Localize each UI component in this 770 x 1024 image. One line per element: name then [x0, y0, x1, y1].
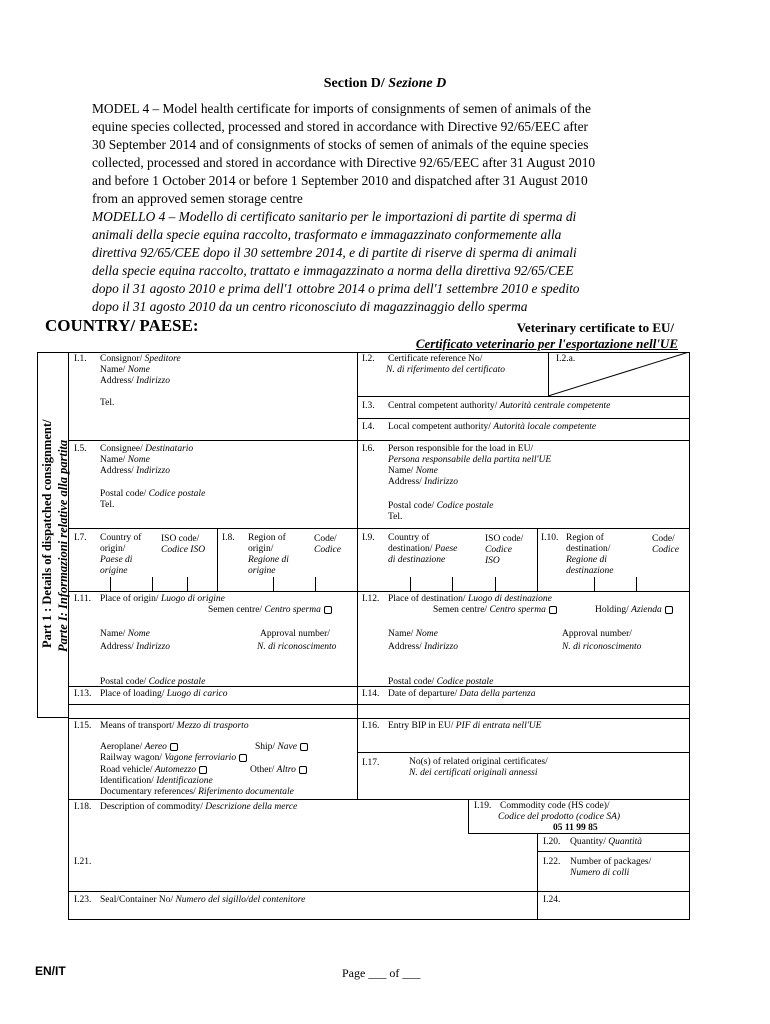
text-line: dopo il 31 agosto 2010 da un centro riconosciuto di magazzinaggio dello sperma	[92, 299, 528, 314]
text-line: dopo il 31 agosto 2010 e prima dell'1 ottobre 2014 o prima dell'1 settembre 2010 e spedito	[92, 281, 580, 296]
checkbox[interactable]	[549, 606, 557, 614]
text-line: equine species collected, processed and stored in accordance with Directive 92/65/EEC after	[92, 119, 588, 134]
checkbox[interactable]	[170, 743, 178, 751]
text-line: della specie equina raccolto, trattato e immagazzinato a norma della direttiva 92/65/CEE	[92, 263, 574, 278]
text-line: from an approved semen storage centre	[92, 191, 303, 206]
part1-side-label: Part 1 : Details of dispatched consignment/	[40, 419, 54, 648]
page-number: Page ___ of ___	[342, 966, 421, 980]
model-description-it	[92, 208, 679, 316]
section-title	[0, 76, 770, 92]
checkbox[interactable]	[239, 754, 247, 762]
text-line: and before 1 October 2014 or before 1 September 2010 and dispatched after 31 August 2010	[92, 173, 588, 188]
vet-cert-title-en: Veterinary certificate to EU/	[516, 320, 674, 335]
section-label: Section D/	[323, 76, 385, 91]
language-code: EN/IT	[35, 964, 66, 978]
section-label-it: Sezione D	[388, 76, 447, 91]
text-line: 30 September 2014 and of consignments of stocks of semen of animals of the equine species	[92, 137, 589, 152]
checkbox[interactable]	[199, 766, 207, 774]
checkbox[interactable]	[299, 766, 307, 774]
text-line: MODELLO 4 – Modello di certificato sanitario per le importazioni di partite di sperma di	[92, 209, 577, 224]
part1-side-label-it: Parte I: Informazioni relative alla partita	[56, 439, 70, 652]
vet-cert-title-it: Certificato veterinario per l'esportazione nell'UE	[415, 336, 678, 351]
checkbox[interactable]	[665, 606, 673, 614]
hs-code-value: 05 11 99 85	[553, 823, 598, 833]
text-line: direttiva 92/65/CEE dopo il 30 settembre 2014, e di partite di riserve di sperma di animali	[92, 245, 577, 260]
text-line: collected, processed and stored in accordance with Directive 92/65/EEC after 31 August 2010	[92, 155, 596, 170]
model-description-en	[92, 100, 679, 208]
country-label: COUNTRY/ PAESE:	[45, 316, 199, 335]
text-line: MODEL 4 – Model health certificate for imports of consignments of semen of animals of the	[92, 101, 591, 116]
checkbox[interactable]	[324, 606, 332, 614]
checkbox[interactable]	[300, 743, 308, 751]
text-line: animali della specie equina raccolto, trasformato e immagazzinato conformemente alla	[92, 227, 562, 242]
